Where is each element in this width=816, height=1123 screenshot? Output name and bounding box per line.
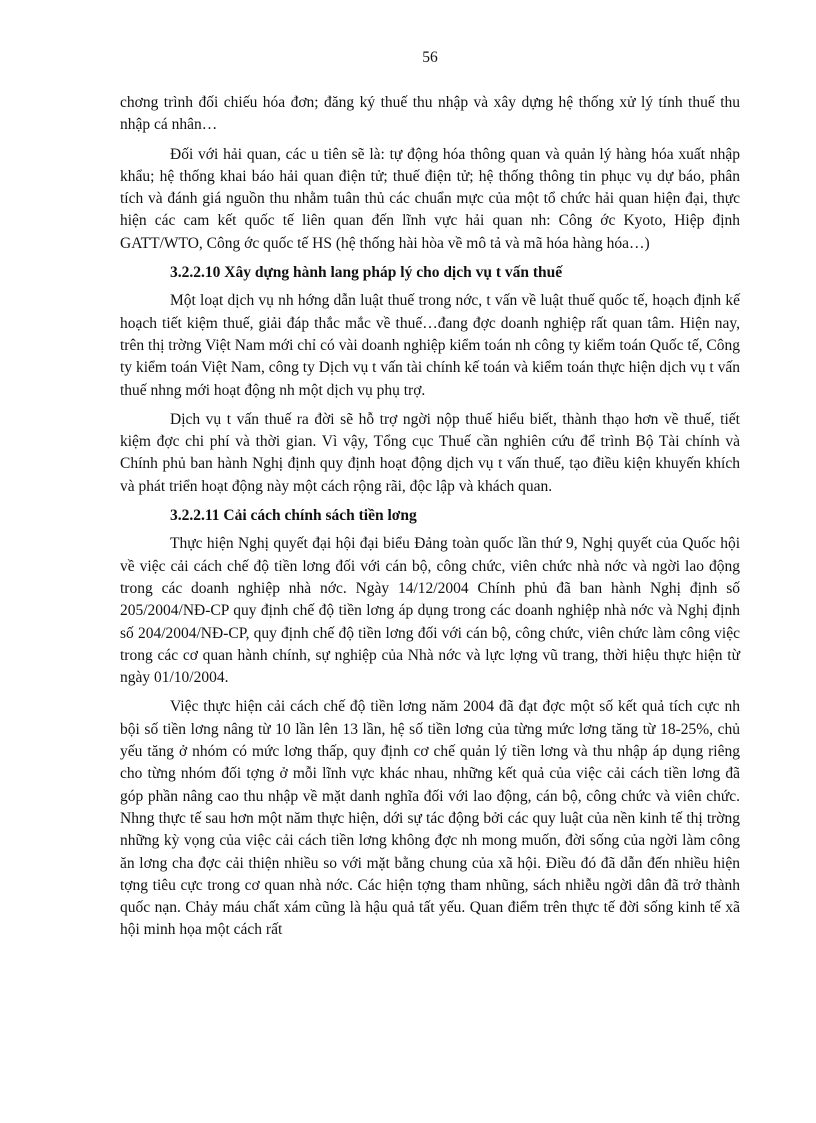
paragraph-3: Một loạt dịch vụ nh hớng dẫn luật thuế trong nớc, t vấn về luật thuế quốc tế, hoạch định kế hoạch tiết kiệm thuế, giải đáp thắc mắc về thuế…đang đợc doanh nghiệp rất quan tâm. Hiện nay, trên thị trờng Việt Nam mới chỉ có vài doanh nghiệp kiểm toán nh công ty kiểm toán Quốc tế, Công ty kiểm toán Việt Nam, công ty Dịch vụ t vấn tài chính kế toán và kiểm toán thực hiện dịch vụ t vấn thuế nhng mới hoạt động nh một dịch vụ phụ trợ. <box>120 292 740 399</box>
page-number: 56 <box>422 49 438 66</box>
paragraph-1: chơng trình đối chiếu hóa đơn; đăng ký thuế thu nhập và xây dựng hệ thống xử lý tính thuế thu nhập cá nhân… <box>120 94 740 134</box>
body-text <box>120 92 740 949</box>
paragraph-6: Việc thực hiện cải cách chế độ tiền lơng năm 2004 đã đạt đợc một số kết quả tích cực nh bội số tiền lơng nâng từ 10 lần lên 13 lần, hệ số tiền lơng của từng mức lơng tăng từ 18-25%, chủ yếu tăng ở nhóm có mức lơng thấp, quy định cơ chế quản lý tiền lơng và thu nhập áp dụng riêng cho từng nhóm đối tợng ở mỗi lĩnh vực khác nhau, những kết quả của việc cải cách tiền lơng đã góp phần nâng cao thu nhập về mặt danh nghĩa đối với lao động, cán bộ, công chức và viên chức. Nhng thực tế sau hơn một năm thực hiện, dới sự tác động bởi các quy luật của nền kinh tế thị trờng những kỳ vọng của việc cải cách tiền lơng không đợc nh mong muốn, đời sống của ngời làm công ăn lơng cha đợc cải thiện nhiều so với mặt bằng chung của xã hội. Điều đó đã dẫn đến nhiều hiện tợng tiêu cực trong cơ quan nhà nớc. Các hiện tợng tham nhũng, sách nhiễu ngời dân đã trở thành quốc nạn. Chảy máu chất xám cũng là hậu quả tất yếu. Quan điểm trên thực tế đời sống kinh tế xã hội minh họa một cách rất <box>120 698 740 939</box>
section-heading-3-2-2-11: 3.2.2.11 Cải cách chính sách tiền lơng <box>170 507 417 525</box>
section-heading-3-2-2-10: 3.2.2.10 Xây dựng hành lang pháp lý cho dịch vụ t vấn thuế <box>170 264 563 282</box>
paragraph-5: Thực hiện Nghị quyết đại hội đại biểu Đảng toàn quốc lần thứ 9, Nghị quyết của Quốc hội về việc cải cách chế độ tiền lơng đối với cán bộ, công chức, viên chức nhà nớc và ngời lao động trong các doanh nghiệp nhà nớc. Ngày 14/12/2004 Chính phủ đã ban hành Nghị định số 205/2004/NĐ-CP quy định chế độ tiền lơng áp dụng trong các doanh nghiệp nhà nớc và Nghị định số 204/2004/NĐ-CP, quy định chế độ tiền lơng đối với cán bộ, công chức, viên chức làm công việc trong các cơ quan hành chính, sự nghiệp của Nhà nớc và lực lợng vũ trang, thời hiệu thực hiện từ ngày 01/10/2004. <box>120 535 740 687</box>
paragraph-4: Dịch vụ t vấn thuế ra đời sẽ hỗ trợ ngời nộp thuế hiểu biết, thành thạo hơn về thuế, tiết kiệm đợc chi phí và thời gian. Vì vậy, Tổng cục Thuế cần nghiên cứu để trình Bộ Tài chính và Chính phủ ban hành Nghị định quy định hoạt động dịch vụ t vấn thuế, tạo điều kiện khuyến khích và phát triển hoạt động này một cách rộng rãi, độc lập và khách quan. <box>120 410 740 495</box>
paragraph-2: Đối với hải quan, các u tiên sẽ là: tự động hóa thông quan và quản lý hàng hóa xuất nhập khẩu; hệ thống khai báo hải quan điện tử; thuế điện tử; hệ thống thông tin phục vụ dự báo, phân tích và đánh giá nguồn thu nhằm tuân thủ các chuẩn mực của một tổ chức hải quan hiện đại, thực hiện các cam kết quốc tế liên quan đến lĩnh vực hải quan nh: Công ớc Kyoto, Hiệp định GATT/WTO, Công ớc quốc tế HS (hệ thống hài hòa về mô tả và mã hóa hàng hóa…) <box>120 145 740 252</box>
